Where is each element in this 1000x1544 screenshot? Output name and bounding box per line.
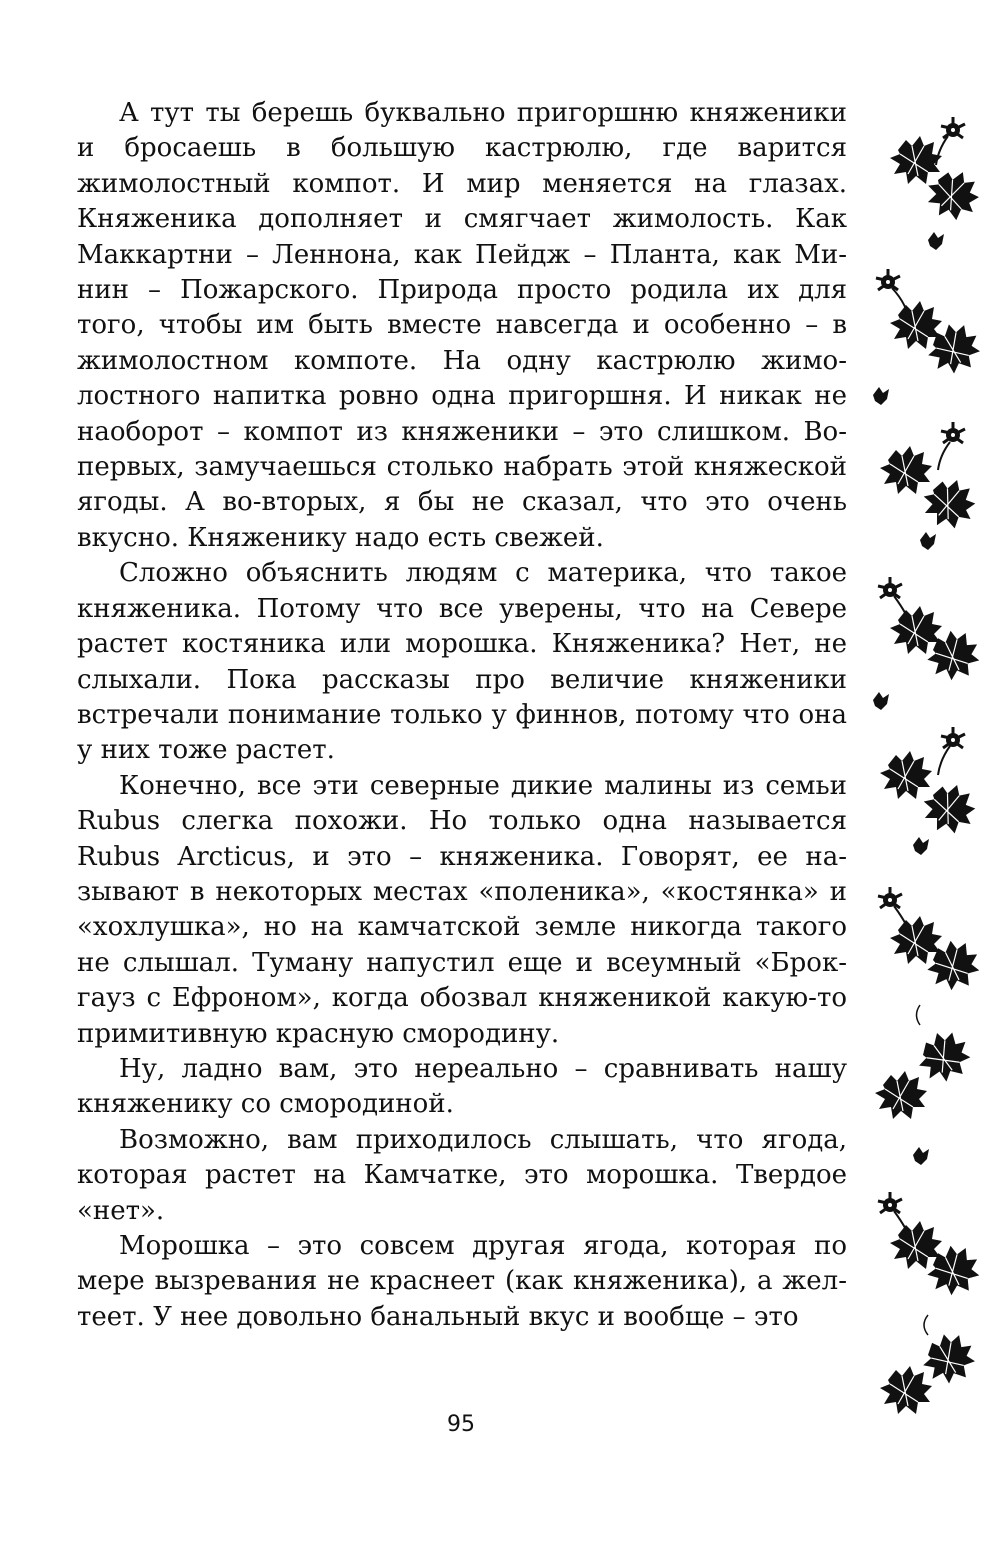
flower-icon bbox=[878, 1192, 902, 1213]
flower-icon bbox=[876, 269, 900, 290]
leaf-icon bbox=[916, 1327, 981, 1390]
leaf-ornament-svg bbox=[858, 110, 988, 1450]
paragraph-6: Морошка – это совсем другая ягода, которая по мере вызревания не краснеет (как княженика), а желтеет. У нее довольно банальный вкус и вообще – это bbox=[77, 1231, 847, 1332]
flower-icon bbox=[878, 887, 902, 908]
flower-icon bbox=[941, 422, 965, 443]
paragraph-5: Возможно, вам приходилось слышать, что ягода, которая растет на Камчатке, это морошка. Твердое «нет». bbox=[77, 1124, 847, 1226]
bud-icon bbox=[913, 837, 929, 855]
leaf-icon bbox=[890, 606, 942, 654]
leaf-icon bbox=[890, 136, 942, 184]
flower-icon bbox=[878, 577, 902, 598]
leaf-icon bbox=[880, 751, 932, 799]
leaf-icon bbox=[919, 780, 979, 836]
leaf-icon bbox=[890, 1221, 942, 1269]
bud-icon bbox=[873, 387, 889, 405]
paragraph-1: А тут ты берешь буквально пригоршню княженики и бросаешь в большую кастрюлю, где варится жимолостный компот. И мир меняется на глазах. Княженика дополняет и смягчает жимолость. Как Маккартни – Леннона, как Пейдж – Планта, как Минин – Пожарского. Природа просто родила их для того, чтобы им быть вместе навсегда и особенно – в жимолостном компоте. На одну кастрюлю жимолостного напитка ровно одна пригоршня. И никак не наоборот – компот из княженики – это слишком. Во-первых, замучаешься столько набрать этой княжеской ягоды. А во-вторых, я бы не сказал, что это очень вкусно. Княженику надо есть свежей. bbox=[77, 98, 847, 553]
berry-leaf-border-ornament bbox=[858, 110, 988, 1450]
flower-icon bbox=[941, 117, 965, 138]
page-number: 95 bbox=[447, 1412, 475, 1437]
leaf-icon bbox=[910, 1024, 977, 1089]
paragraph-4: Ну, ладно вам, это нереально – сравнивать нашу княженику со смородиной. bbox=[77, 1053, 847, 1120]
leaf-icon bbox=[880, 1366, 932, 1414]
paragraph-2: Сложно объяснить людям с материка, что такое княженика. Потому что все уверены, что на Севере растет костяника или морошка. Княженика? Нет, не слыхали. Пока рассказы про величие княженики встречали понимание только у финнов, потому что она у них тоже растет. bbox=[77, 558, 847, 766]
paragraph-3: Конечно, все эти северные дикие малины из семьи Rubus слегка похожи. Но только одна называется Rubus Arcticus, и это – княженика. Говорят, ее называют в некоторых местах «поленика», «костянка» и «хохлушка», но на камчатской земле никогда такого не слышал. Туману напустил еще и всеумный «Брокгауз с Ефроном», когда обозвал княженикой какую-то примитивную красную смородину. bbox=[77, 770, 847, 1049]
bud-icon bbox=[928, 232, 944, 250]
leaf-icon bbox=[921, 164, 984, 224]
leaf-icon bbox=[880, 446, 932, 494]
body-text bbox=[77, 96, 847, 1335]
bud-icon bbox=[920, 532, 936, 550]
leaf-icon bbox=[875, 1071, 927, 1119]
bud-icon bbox=[913, 1147, 929, 1165]
flower-icon bbox=[941, 727, 965, 748]
bud-icon bbox=[873, 692, 889, 710]
leaf-icon bbox=[919, 475, 979, 531]
leaf-icon bbox=[890, 916, 942, 964]
